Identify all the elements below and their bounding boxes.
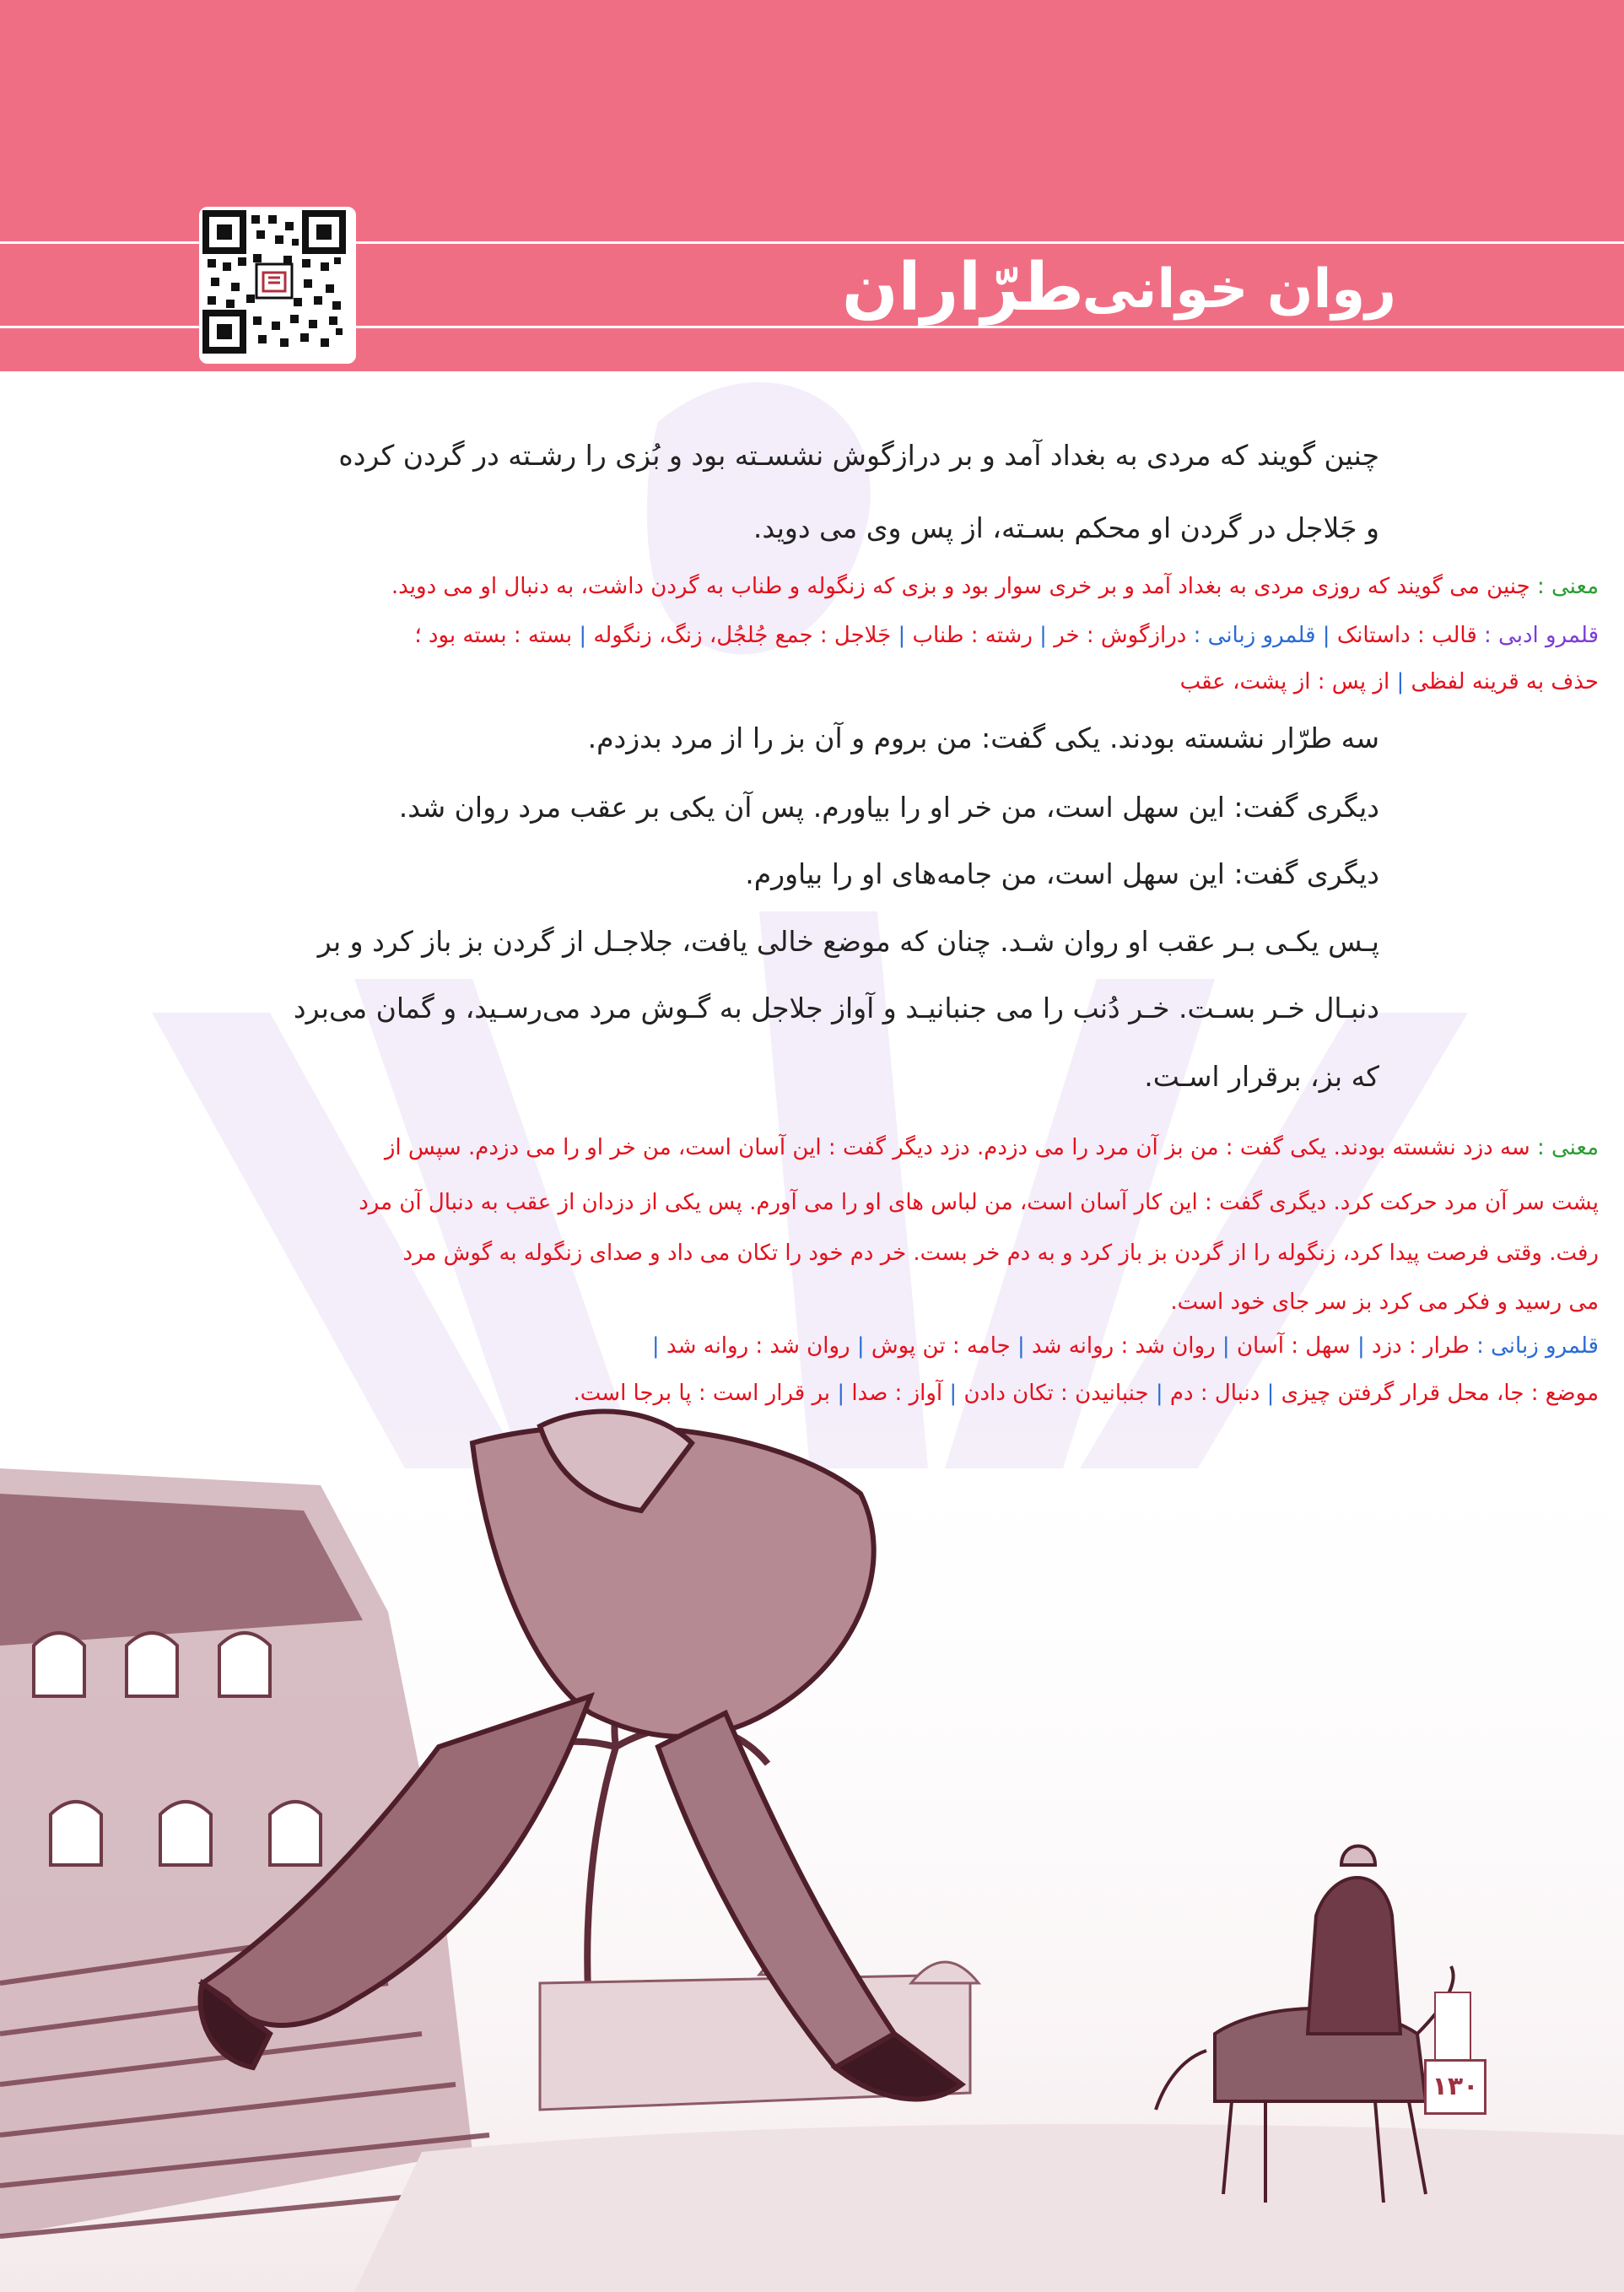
passage-line: که بز، برقرار اسـت. xyxy=(1144,1060,1379,1093)
vocab-item: جنبانیدن : تکان دادن xyxy=(963,1381,1149,1406)
vocab-note: قلمرو ادبی : قالب : داستانک | قلمرو زبانی : درازگوش : خر | رشته : طناب | جَلاجل : جمع جُلجُل، زنگ، زنگوله | بسته : بسته بود ؛ xyxy=(414,623,1599,648)
header-band xyxy=(0,0,1624,371)
qr-code-icon[interactable] xyxy=(199,207,356,364)
page-number: ۱۳۰ xyxy=(1424,2059,1486,2115)
passage-line: و جَلاجل در گردن او محکم بسـته، از پس وی می دوید. xyxy=(753,511,1379,544)
meaning-text: سه دزد نشسته بودند. یکی گفت : من بز آن مرد را می دزدم. دزد دیگر گفت : این آسان است، من خر او را می دزدم. سپس از xyxy=(384,1135,1530,1160)
vocab-item: موضع : جا، محل قرار گرفتن چیزی xyxy=(1281,1381,1599,1406)
meaning-text: پشت سر آن مرد حرکت کرد. دیگری گفت : این کار آسان است، من لباس های او را می آورم. پس یکی از دزدان از عقب به دنبال آن مرد xyxy=(359,1190,1599,1215)
meaning-label: معنی : xyxy=(1536,574,1599,599)
story-illustration xyxy=(0,1392,1624,2292)
vocab-item: جَلاجل : جمع جُلجُل، زنگ، زنگوله xyxy=(593,623,892,648)
linguistic-label: قلمرو زبانی : xyxy=(1476,1333,1599,1359)
passage-line: پـس یکـی بـر عقب او روان شـد. چنان که موضع خالی یافت، جلاجـل از گردن بز باز کرد و بر xyxy=(317,925,1379,958)
vocab-item: رشته : طناب xyxy=(912,623,1033,648)
vocab-item: طرار : دزد xyxy=(1372,1333,1470,1359)
passage-line: سه طرّار نشسته بودند. یکی گفت: من بروم و آن بز را از مرد بدزدم. xyxy=(587,722,1379,754)
vocab-item: روان شد : روانه شد xyxy=(666,1333,850,1359)
meaning-text: رفت. وقتی فرصت پیدا کرد، زنگوله را از گردن بز باز کرد و به دم خر بست. خر دم خود را تکان می داد و صدای زنگوله به گوش مرد xyxy=(402,1241,1599,1266)
meaning-note xyxy=(391,574,1599,599)
vocab-item: حذف به قرینه لفظی xyxy=(1411,669,1599,695)
passage-line: چنین گویند که مردی به بغداد آمد و بر درازگوش نشسـته بود و بُزی را رشـته در گردن کرده xyxy=(338,439,1379,472)
vocab-item: درازگوش : خر xyxy=(1054,623,1187,648)
vocab-item: دنبال : دم xyxy=(1169,1381,1260,1406)
title-group xyxy=(553,250,1396,354)
meaning-note xyxy=(385,1135,1599,1160)
passage-line: دیگری گفت: این سهل است، من خر او را بیاورم. پس آن یکی بر عقب مرد روان شد. xyxy=(398,791,1379,824)
literary-label: قلمرو ادبی : xyxy=(1484,623,1599,648)
vocab-item: جامه : تن پوش xyxy=(871,1333,1011,1359)
vocab-item: آواز : صدا xyxy=(851,1381,943,1406)
passage-line: دیگری گفت: این سهل است، من جامه‌های او را بیاورم. xyxy=(745,857,1379,890)
meaning-label: معنی : xyxy=(1536,1135,1599,1160)
passage-line: دنبـال خـر بسـت. خـر دُنب را می جنبانیـد و آواز جلاجل به گـوش مرد می‌رسـید، و گمان می‌برد xyxy=(293,992,1379,1024)
vocab-item: بسته : بسته بود ؛ xyxy=(414,623,573,648)
vocab-note: قلمرو زبانی : طرار : دزد | سهل : آسان | روان شد : روانه شد | جامه : تن پوش | روان شد : روانه شد | xyxy=(651,1333,1599,1359)
vocab-item: از پس : از پشت، عقب xyxy=(1179,669,1390,695)
literary-text: قالب : داستانک xyxy=(1336,623,1477,648)
meaning-text: چنین می گویند که روزی مردی به بغداد آمد و بر خری سوار بود و بزی که زنگوله و طناب به گردن داشت، به دنبال او می دوید. xyxy=(391,574,1530,599)
vocab-item: بر قرار است : پا برجا است. xyxy=(573,1381,831,1406)
vocab-note: موضع : جا، محل قرار گرفتن چیزی | دنبال : دم | جنبانیدن : تکان دادن | آواز : صدا | بر قرار است : پا برجا است. xyxy=(573,1381,1599,1406)
meaning-text: می رسید و فکر می کرد بز سر جای خود است. xyxy=(1170,1289,1599,1315)
page-number-tab xyxy=(1434,1992,1471,2061)
vocab-item: روان شد : روانه شد xyxy=(1032,1333,1216,1359)
vocab-item: سهل : آسان xyxy=(1236,1333,1351,1359)
linguistic-label: قلمرو زبانی : xyxy=(1193,623,1316,648)
vocab-note: حذف به قرینه لفظی | از پس : از پشت، عقب xyxy=(1179,669,1599,695)
lesson-title: طرّاران xyxy=(842,250,1084,326)
section-label: روان خوانی xyxy=(1082,258,1396,321)
